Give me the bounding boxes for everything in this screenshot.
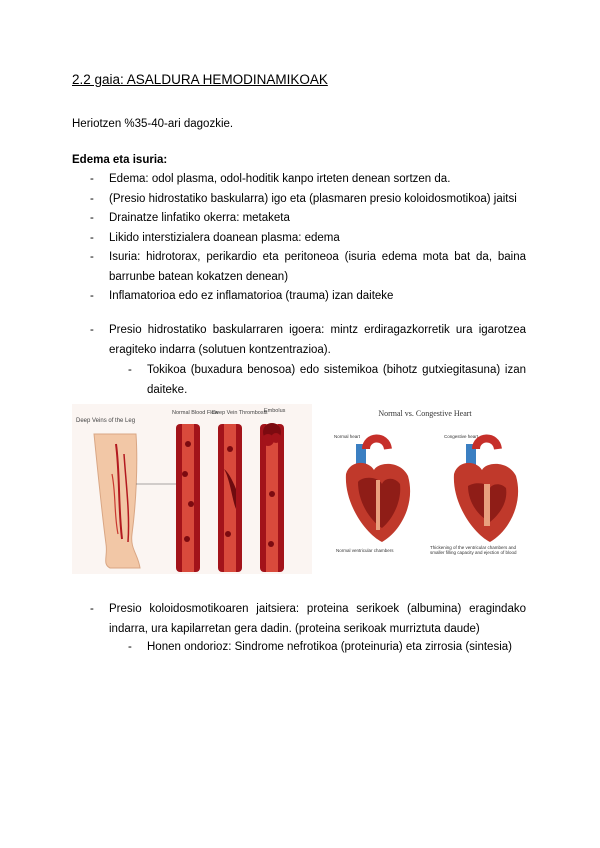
list-item: - Presio koloidosmotikoaren jaitsiera: proteina serikoek (albumina) eragindako indarra, ura kapilarretan gera dadin. (proteina serikoak murriztuta daude) <box>90 600 526 639</box>
hydrostatic-list <box>90 321 526 360</box>
figure-label-embolus: Embolus <box>264 408 286 414</box>
list-item: - Likido interstizialera doanean plasma: edema <box>90 229 526 249</box>
list-item: - Drainatze linfatiko okerra: metaketa <box>90 209 526 229</box>
heart-label-normal: Normal heart <box>334 434 361 439</box>
list-item: - Isuria: hidrotorax, perikardio eta peritoneoa (isuria edema mota bat da, baina barrunbe batean kokatzen denean) <box>90 248 526 287</box>
oncotic-sublist <box>128 638 526 658</box>
heart-caption-congestive: Thickening of the ventricular chambers and smaller filling capacity and ejection of blood <box>430 545 517 556</box>
list-item: - Inflamatorioa edo ez inflamatorioa (trauma) izan daiteke <box>90 287 526 307</box>
heart-illustration <box>326 404 524 574</box>
thrombosis-illustration <box>72 404 312 574</box>
heart-caption-normal: Normal ventricular chambers <box>336 548 394 553</box>
figure-label-normal-flow: Normal Blood Flow <box>172 410 219 416</box>
heart-figure-title: Normal vs. Congestive Heart <box>378 409 472 418</box>
list-item: - (Presio hidrostatiko baskularra) igo eta (plasmaren presio koloidosmotikoa) jaitsi <box>90 190 526 210</box>
list-item: - Tokikoa (buxadura benosoa) edo sistemikoa (bihotz gutxiegitasuna) izan daiteke. <box>128 361 526 400</box>
list-item: - Presio hidrostatiko baskularraren igoera: mintz erdiragazkorretik ura igarotzea eragiteko indarra (solutuen kontzentrazioa). <box>90 321 526 360</box>
figure-label-deep-veins: Deep Veins of the Leg <box>76 418 136 424</box>
page-title: 2.2 gaia: ASALDURA HEMODINAMIKOAK <box>72 72 328 87</box>
heart-label-congestive: Congestive heart <box>444 434 479 439</box>
heart-figure <box>326 404 524 574</box>
oncotic-list <box>90 600 526 639</box>
list-item: - Edema: odol plasma, odol-hoditik kanpo irteten denean sortzen da. <box>90 170 526 190</box>
list-item: - Honen ondorioz: Sindrome nefrotikoa (proteinuria) eta zirrosia (sintesia) <box>128 638 526 658</box>
thrombosis-figure <box>72 404 312 574</box>
section-heading: Edema eta isuria: <box>72 154 168 166</box>
intro-text: Heriotzen %35-40-ari dagozkie. <box>72 118 234 130</box>
edema-list <box>90 170 526 307</box>
figure-label-dvt: Deep Vein Thrombosis <box>212 410 268 416</box>
hydrostatic-sublist <box>128 361 526 400</box>
